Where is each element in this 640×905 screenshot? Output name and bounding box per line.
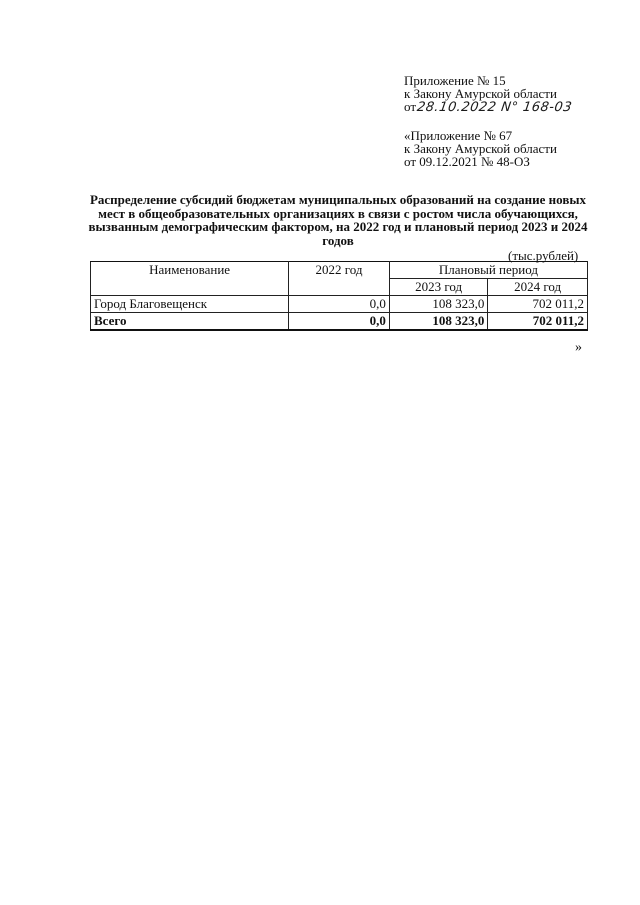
table-total-row: [91, 313, 588, 331]
header-2022: 2022 год: [289, 262, 390, 296]
handwritten-date-signature: 28.10.2022 N° 168-03: [415, 100, 574, 115]
appendix-previous-number: «Приложение № 67: [404, 128, 513, 143]
table-row: [91, 296, 588, 313]
header-name: Наименование: [91, 262, 289, 296]
document-title: Распределение субсидий бюджетам муниципальных образований на создание новых мест в общеобразовательных организациях в связи с ростом числа обучающихся, вызванным демографическим фактором, на 2022 год и плановый период 2023 и 2024 годов: [88, 192, 588, 248]
appendix-current-number: Приложение № 15: [404, 73, 506, 88]
row-value-2022: 0,0: [289, 296, 390, 313]
date-prefix: от: [404, 99, 417, 114]
unit-label: (тыс.рублей): [508, 248, 579, 263]
total-value-2023: 108 323,0: [389, 313, 488, 331]
subsidy-table: [90, 261, 588, 331]
row-name: Город Благовещенск: [91, 296, 289, 313]
appendix-previous-date: от 09.12.2021 № 48-ОЗ: [404, 154, 530, 169]
total-name: Всего: [91, 313, 289, 331]
closing-quote: »: [575, 340, 582, 355]
header-2024: 2024 год: [488, 279, 588, 296]
row-value-2023: 108 323,0: [389, 296, 488, 313]
appendix-current-law: к Закону Амурской области: [404, 86, 557, 101]
appendix-previous-law: к Закону Амурской области: [404, 141, 557, 156]
total-value-2022: 0,0: [289, 313, 390, 331]
header-planned-period: Плановый период: [389, 262, 587, 279]
row-value-2024: 702 011,2: [488, 296, 588, 313]
table-header-row: [91, 262, 588, 279]
appendix-current-block: [404, 74, 604, 114]
appendix-current-date-line: [404, 100, 604, 114]
total-value-2024: 702 011,2: [488, 313, 588, 331]
header-2023: 2023 год: [389, 279, 488, 296]
appendix-previous-block: [404, 129, 604, 168]
